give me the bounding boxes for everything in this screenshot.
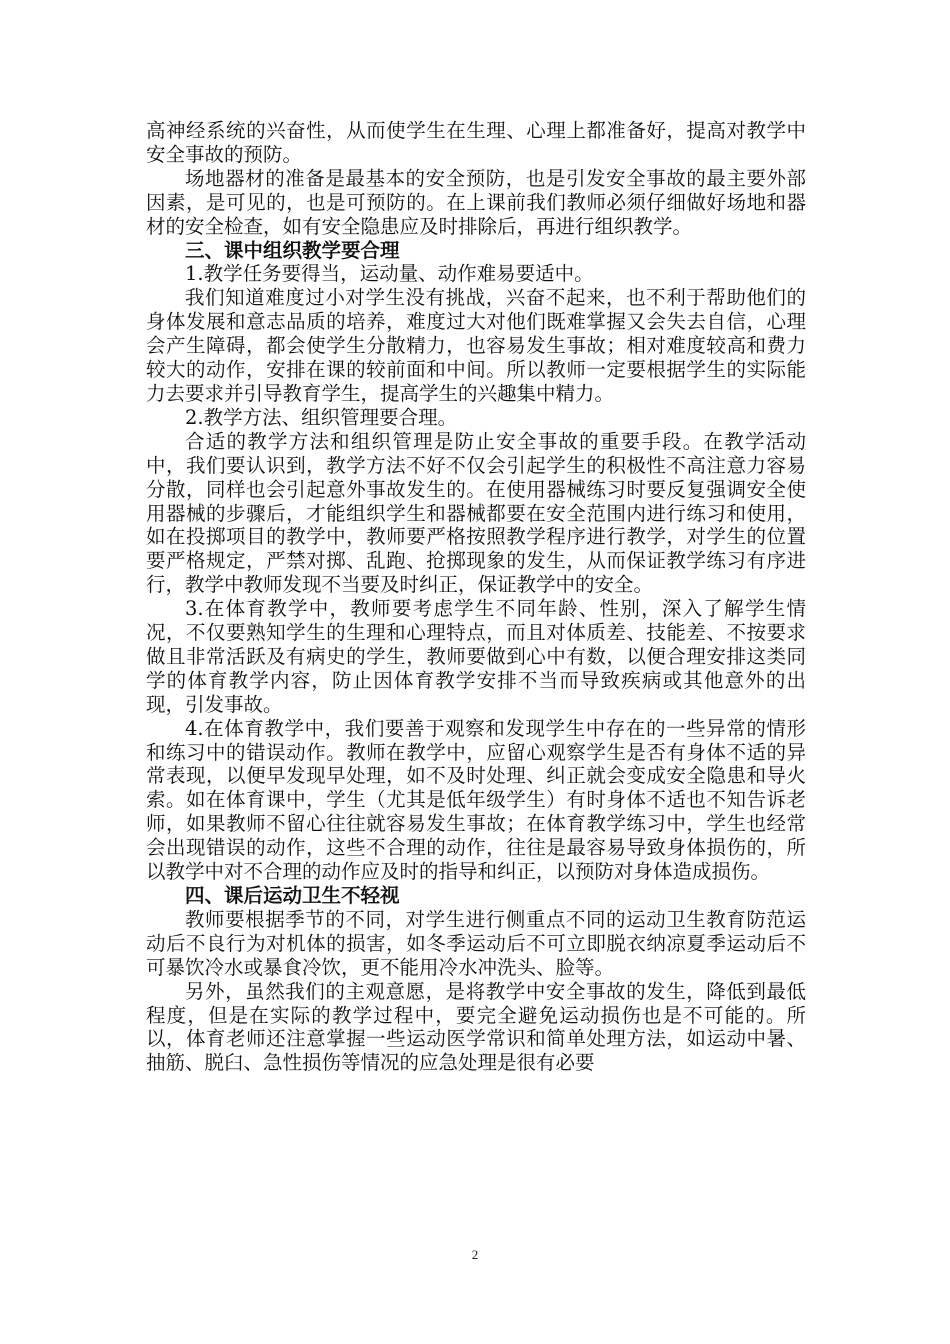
section-heading: 三、课中组织教学要合理 <box>185 238 400 262</box>
paragraph: 场地器材的准备是最基本的安全预防，也是引发安全事故的最主要外部因素，是可见的，也是可预防的。在上课前我们教师必须仔细做好场地和器材的安全检查，如有安全隐患应及时排除后，再进行组织教学。 <box>146 166 806 238</box>
document-body <box>146 119 806 1075</box>
paragraph: 3.在体育教学中，教师要考虑学生不同年龄、性别，深入了解学生情况，不仅要熟知学生的生理和心理特点，而且对体质差、技能差、不按要求做且非常活跃及有病史的学生，教师要做到心中有数，以便合理安排这类同学的体育教学内容，防止因体育教学安排不当而导致疾病或其他意外的出现，引发事故。 <box>146 597 806 716</box>
paragraph: 我们知道难度过小对学生没有挑战，兴奋不起来，也不利于帮助他们的身体发展和意志品质的培养，难度过大对他们既难掌握又会失去自信，心理会产生障碍，都会使学生分散精力，也容易发生事故；相对难度较高和费力较大的动作，安排在课的较前面和中间。所以教师一定要根据学生的实际能力去要求并引导教育学生，提高学生的兴趣集中精力。 <box>146 286 806 405</box>
paragraph: 2.教学方法、组织管理要合理。 <box>185 405 458 429</box>
paragraph: 4.在体育教学中，我们要善于观察和发现学生中存在的一些异常的情形和练习中的错误动作。教师在教学中，应留心观察学生是否有身体不适的异常表现，以便早发现早处理，如不及时处理、纠正就会变成安全隐患和导火索。如在体育课中，学生（尤其是低年级学生）有时身体不适也不知告诉老师，如果教师不留心往往就容易发生事故；在体育教学练习中，学生也经常会出现错误的动作，这些不合理的动作，往往是最容易导致身体损伤的，所以教学中对不合理的动作应及时的指导和纠正，以预防对身体造成损伤。 <box>146 716 806 884</box>
paragraph: 教师要根据季节的不同，对学生进行侧重点不同的运动卫生教育防范运动后不良行为对机体的损害，如冬季运动后不可立即脱衣纳凉夏季运动后不可暴饮冷水或暴食冷饮，更不能用冷水冲洗头、脸等。 <box>146 907 806 979</box>
section-heading: 四、课后运动卫生不轻视 <box>185 884 400 907</box>
paragraph: 另外，虽然我们的主观意愿，是将教学中安全事故的发生，降低到最低程度，但是在实际的教学过程中，要完全避免运动损伤也是不可能的。所以，体育老师还注意掌握一些运动医学常识和简单处理方法，如运动中暑、抽筋、脱臼、急性损伤等情况的应急处理是很有必要 <box>146 979 806 1075</box>
paragraph: 1.教学任务要得当，运动量、动作难易要适中。 <box>185 262 594 286</box>
paragraph: 高神经系统的兴奋性，从而使学生在生理、心理上都准备好，提高对教学中安全事故的预防。 <box>146 119 806 166</box>
page-number: 2 <box>471 1247 479 1262</box>
paragraph: 合适的教学方法和组织管理是防止安全事故的重要手段。在教学活动中，我们要认识到，教学方法不好不仅会引起学生的积极性不高注意力容易分散，同样也会引起意外事故发生的。在使用器械练习时要反复强调安全使用器械的步骤后，才能组织学生和器械都要在安全范围内进行练习和使用，如在投掷项目的教学中，教师要严格按照教学程序进行教学，对学生的位置要严格规定，严禁对掷、乱跑、抢掷现象的发生，从而保证教学练习有序进行，教学中教师发现不当要及时纠正，保证教学中的安全。 <box>146 429 806 597</box>
